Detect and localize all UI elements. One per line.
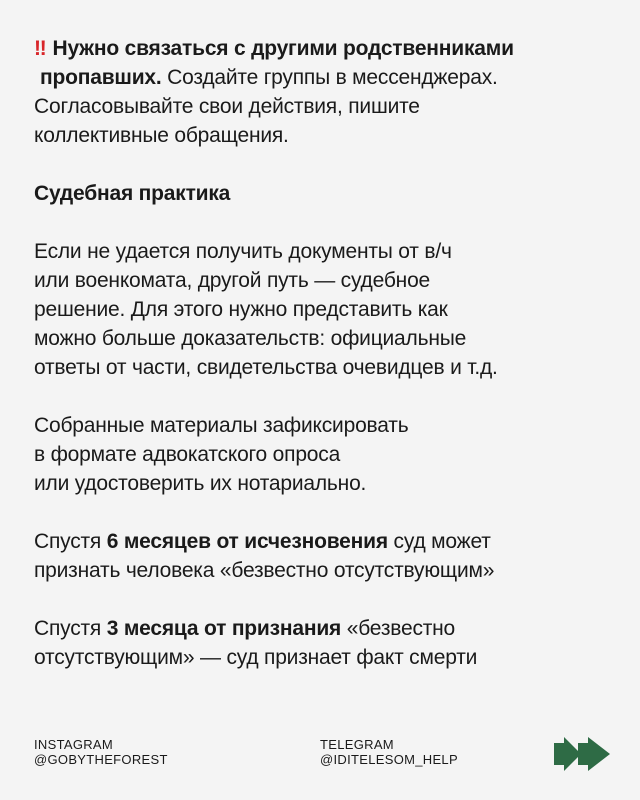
- materials-paragraph: [34, 411, 614, 498]
- court-paragraph: [34, 237, 614, 382]
- court-line: можно больше доказательств: официальные: [34, 327, 467, 350]
- section-title: Судебная практика: [34, 182, 231, 205]
- instagram-label: INSTAGRAM: [34, 737, 114, 752]
- instagram-credit: [34, 737, 168, 767]
- telegram-credit: [320, 737, 458, 767]
- materials-line: или удостоверить их нотариально.: [34, 472, 367, 495]
- double-arrow-right-icon: [554, 737, 610, 771]
- missing-pre: Спустя: [34, 530, 107, 553]
- intro-line3: Согласовывайте свои действия, пишите: [34, 95, 420, 118]
- court-line: ответы от части, свидетельства очевидцев и т.д.: [34, 356, 498, 379]
- post-body: [34, 34, 614, 672]
- missing-post: суд может: [387, 530, 491, 553]
- telegram-handle[interactable]: @IDITELESOM_HELP: [320, 752, 458, 767]
- death-paragraph: [34, 614, 614, 672]
- materials-line: в формате адвокатского опроса: [34, 443, 341, 466]
- missing-line2: признать человека «безвестно отсутствующим»: [34, 559, 495, 582]
- death-line2: отсутствующим» — суд признает факт смерти: [34, 646, 478, 669]
- intro-bold-line1: Нужно связаться с другими родственниками: [52, 37, 514, 60]
- court-line: решение. Для этого нужно представить как: [34, 298, 448, 321]
- double-exclamation-icon: ‼: [34, 37, 47, 60]
- court-line: Если не удается получить документы от в/ч: [34, 240, 452, 263]
- intro-paragraph: [34, 34, 614, 150]
- death-post: «безвестно: [341, 617, 456, 640]
- court-line: или военкомата, другой путь — судебное: [34, 269, 431, 292]
- instagram-handle[interactable]: @GOBYTHEFOREST: [34, 752, 168, 767]
- intro-line4: коллективные обращения.: [34, 124, 289, 147]
- missing-paragraph: [34, 527, 614, 585]
- footer: [34, 737, 610, 777]
- death-bold: 3 месяца от признания: [106, 617, 342, 640]
- missing-bold: 6 месяцев от исчезновения: [106, 530, 388, 553]
- intro-rest-line2: Создайте группы в мессенджерах.: [161, 66, 498, 89]
- telegram-label: TELEGRAM: [320, 737, 394, 752]
- intro-bold-line2: пропавших.: [40, 66, 162, 89]
- death-pre: Спустя: [34, 617, 107, 640]
- materials-line: Собранные материалы зафиксировать: [34, 414, 409, 437]
